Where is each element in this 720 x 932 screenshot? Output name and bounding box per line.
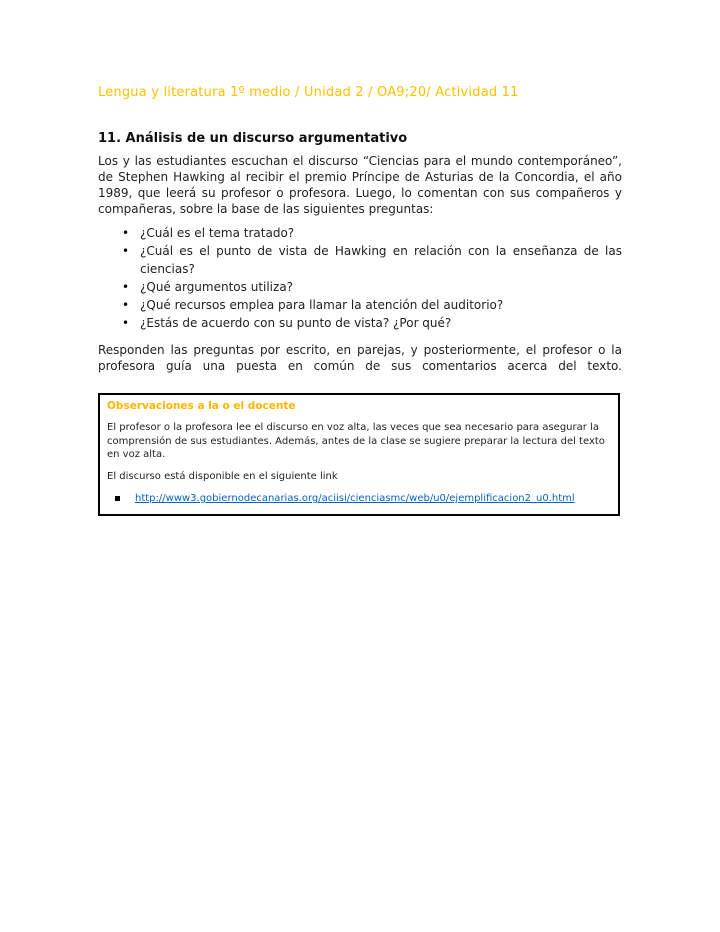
square-bullet-icon	[115, 496, 120, 501]
list-item	[98, 242, 622, 278]
question-text: ¿Estás de acuerdo con su punto de vista? ¿Por qué?	[140, 316, 452, 330]
closing-paragraph: Responden las preguntas por escrito, en parejas, y posteriormente, el profesor o la profesora guía una puesta en común de sus comentarios acerca del texto.	[98, 343, 622, 373]
list-item	[98, 278, 622, 296]
list-item	[98, 296, 622, 314]
bullet-icon: •	[122, 298, 130, 312]
question-list	[98, 224, 622, 332]
teacher-notes-box	[98, 393, 620, 516]
question-text: ¿Qué recursos emplea para llamar la atención del auditorio?	[140, 298, 504, 312]
list-item	[98, 314, 622, 332]
activity-heading: 11. Análisis de un discurso argumentativo	[98, 131, 408, 146]
bullet-icon: •	[122, 280, 130, 294]
bullet-icon: •	[122, 316, 130, 330]
resource-link[interactable]: http://www3.gobiernodecanarias.org/aciisi/cienciasmc/web/u0/ejemplificacion2_u0.html	[135, 493, 575, 504]
teacher-note-reading: El profesor o la profesora lee el discurso en voz alta, las veces que sea necesario para asegurar la comprensión de sus estudiantes. Además, antes de la clase se sugiere preparar la lectura del texto en voz alta.	[107, 422, 605, 460]
resource-link-item	[107, 492, 611, 505]
list-item	[98, 224, 622, 242]
question-text: ¿Qué argumentos utiliza?	[140, 280, 294, 294]
question-text: ¿Cuál es el punto de vista de Hawking en relación con la enseñanza de las ciencias?	[140, 244, 622, 276]
teacher-notes-title: Observaciones a la o el docente	[107, 400, 296, 412]
intro-paragraph: Los y las estudiantes escuchan el discurso “Ciencias para el mundo contemporáneo”, de Stephen Hawking al recibir el premio Príncipe de Asturias de la Concordia, el año 1989, que leerá su profesor o profesora. Luego, lo comentan con sus compañeros y compañeras, sobre la base de las siguientes preguntas:	[98, 154, 622, 216]
question-text: ¿Cuál es el tema tratado?	[140, 226, 295, 240]
teacher-note-link-intro: El discurso está disponible en el siguiente link	[107, 470, 338, 482]
breadcrumb: Lengua y literatura 1º medio / Unidad 2 / OA9;20/ Actividad 11	[98, 85, 519, 100]
bullet-icon: •	[122, 226, 130, 240]
document-content	[98, 85, 622, 516]
bullet-icon: •	[122, 244, 130, 258]
